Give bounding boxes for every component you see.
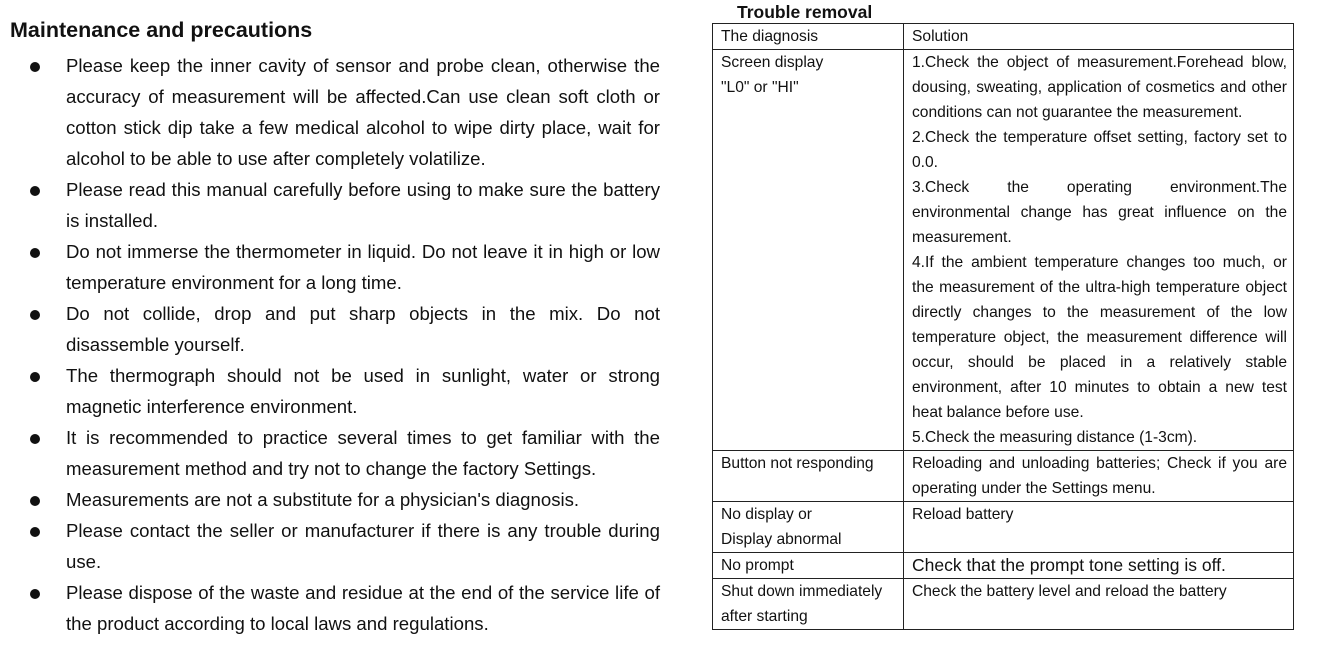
table-header-row: [713, 24, 1294, 50]
bullet-icon: [30, 434, 40, 444]
precaution-text: Please dispose of the waste and residue at the end of the service life of the product according to local laws and regulations.: [66, 582, 660, 634]
bullet-icon: [30, 496, 40, 506]
diagnosis-cell: [713, 50, 904, 451]
solution-step: 4.If the ambient temperature changes too much, or the measurement of the ultra-high temperature object directly changes to the measurement of the low temperature object, the measurement difference will occur, should be placed in a relatively stable environment, after 10 minutes to obtain a new test heat balance before use.: [912, 254, 1287, 421]
solution-cell: [904, 502, 1294, 553]
solution-cell: [904, 451, 1294, 502]
bullet-icon: [30, 527, 40, 537]
precaution-text: Do not collide, drop and put sharp objects in the mix. Do not disassemble yourself.: [66, 303, 660, 355]
bullet-icon: [30, 310, 40, 320]
bullet-icon: [30, 372, 40, 382]
solution-step: Reload battery: [912, 506, 1014, 523]
diagnosis-cell: [713, 502, 904, 553]
bullet-icon: [30, 589, 40, 599]
diagnosis-line: Screen display: [721, 54, 824, 71]
precaution-text: Measurements are not a substitute for a physician's diagnosis.: [66, 489, 580, 510]
solution-cell: [904, 50, 1294, 451]
trouble-table: [712, 23, 1294, 630]
solution-step: 1.Check the object of measurement.Forehead blow, dousing, sweating, application of cosmetics and other conditions can not guarantee the measurement.: [912, 54, 1287, 121]
bullet-icon: [30, 248, 40, 258]
table-row: [713, 502, 1294, 553]
diagnosis-line: Shut down immediately: [721, 583, 883, 600]
trouble-removal-section: [712, 2, 1294, 630]
bullet-icon: [30, 186, 40, 196]
diagnosis-cell: [713, 553, 904, 579]
bullet-icon: [30, 62, 40, 72]
diagnosis-line: No display or: [721, 506, 813, 523]
maintenance-section: [10, 16, 660, 639]
diagnosis-cell: [713, 579, 904, 630]
precaution-item: [10, 484, 660, 515]
solution-step: Check the battery level and reload the battery: [912, 583, 1227, 600]
diagnosis-line: No prompt: [721, 557, 794, 574]
precaution-item: [10, 360, 660, 422]
diagnosis-cell: [713, 451, 904, 502]
precautions-list: [10, 50, 660, 639]
precaution-item: [10, 298, 660, 360]
precaution-text: Please contact the seller or manufacturer if there is any trouble during use.: [66, 520, 660, 572]
solution-cell: [904, 579, 1294, 630]
precaution-item: [10, 174, 660, 236]
table-row: [713, 553, 1294, 579]
solution-step: 3.Check the operating environment.The environmental change has great influence on the measurement.: [912, 179, 1287, 246]
precaution-item: [10, 236, 660, 298]
solution-cell: [904, 553, 1294, 579]
trouble-removal-title: Trouble removal: [737, 2, 873, 22]
diagnosis-line: Button not responding: [721, 455, 874, 472]
table-row: [713, 579, 1294, 630]
solution-step: Reloading and unloading batteries; Check if you are operating under the Settings menu.: [912, 455, 1287, 497]
precaution-text: It is recommended to practice several times to get familiar with the measurement method and try not to change the factory Settings.: [66, 427, 660, 479]
solution-step: Check that the prompt tone setting is off.: [912, 555, 1226, 575]
precaution-text: The thermograph should not be used in sunlight, water or strong magnetic interference environment.: [66, 365, 660, 417]
header-solution: Solution: [904, 24, 1294, 50]
precaution-item: [10, 515, 660, 577]
precaution-text: Please read this manual carefully before using to make sure the battery is installed.: [66, 179, 660, 231]
solution-step: 5.Check the measuring distance (1-3cm).: [912, 429, 1198, 446]
solution-step: 2.Check the temperature offset setting, factory set to 0.0.: [912, 129, 1287, 171]
header-diagnosis: The diagnosis: [713, 24, 904, 50]
diagnosis-line: after starting: [721, 608, 808, 625]
table-row: [713, 50, 1294, 451]
precaution-item: [10, 577, 660, 639]
table-row: [713, 451, 1294, 502]
precaution-text: Please keep the inner cavity of sensor and probe clean, otherwise the accuracy of measurement will be affected.Can use clean soft cloth or cotton stick dip take a few medical alcohol to wipe dirty place, wait for alcohol to be able to use after completely volatilize.: [66, 55, 660, 169]
maintenance-title: Maintenance and precautions: [10, 18, 313, 42]
precaution-item: [10, 50, 660, 174]
precaution-item: [10, 422, 660, 484]
diagnosis-line: "L0" or "HI": [721, 79, 799, 96]
precaution-text: Do not immerse the thermometer in liquid. Do not leave it in high or low temperature environment for a long time.: [66, 241, 660, 293]
diagnosis-line: Display abnormal: [721, 531, 842, 548]
